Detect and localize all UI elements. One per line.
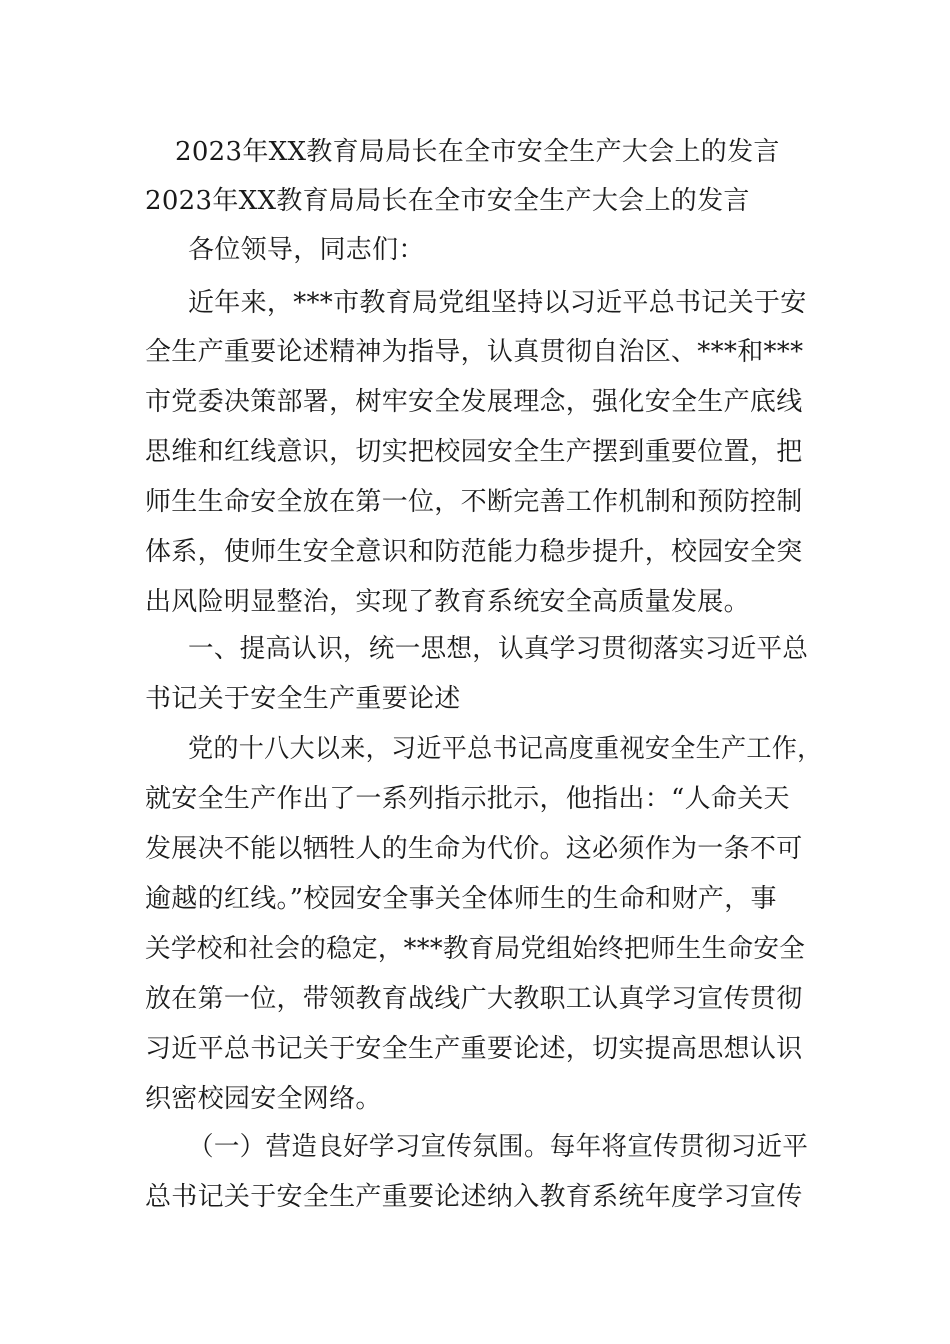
paragraph-line: 关学校和社会的稳定，***教育局党组始终把师生生命安全 bbox=[145, 934, 806, 964]
paragraph-line: 逾越的红线。”校园安全事关全体师生的生命和财产，事 bbox=[145, 884, 777, 914]
document-title: 2023年XX教育局局长在全市安全生产大会上的发言 bbox=[175, 137, 780, 167]
paragraph-line: 放在第一位，带领教育战线广大教职工认真学习宣传贯彻 bbox=[145, 984, 803, 1014]
section-heading-line: 书记关于安全生产重要论述 bbox=[145, 684, 461, 714]
paragraph-line: 思维和红线意识，切实把校园安全生产摆到重要位置，把 bbox=[145, 437, 803, 467]
subsection-line: （一）营造良好学习宣传氛围。每年将宣传贯彻习近平 bbox=[188, 1132, 809, 1162]
paragraph-line: 习近平总书记关于安全生产重要论述，切实提高思想认识 bbox=[145, 1034, 803, 1064]
paragraph-line: 师生生命安全放在第一位，不断完善工作机制和预防控制 bbox=[145, 487, 803, 517]
paragraph-line: 近年来，***市教育局党组坚持以习近平总书记关于安 bbox=[188, 288, 807, 318]
paragraph-line: 党的十八大以来，习近平总书记高度重视安全生产工作， bbox=[188, 734, 823, 764]
paragraph-line: 发展决不能以牺牲人的生命为代价。这必须作为一条不可 bbox=[145, 834, 803, 864]
paragraph-line: 出风险明显整治，实现了教育系统安全高质量发展。 bbox=[145, 587, 750, 617]
paragraph-line: 全生产重要论述精神为指导，认真贯彻自治区、***和*** bbox=[145, 337, 804, 367]
subsection-line: 总书记关于安全生产重要论述纳入教育系统年度学习宣传 bbox=[145, 1182, 803, 1212]
paragraph-line: 体系，使师生安全意识和防范能力稳步提升，校园安全突 bbox=[145, 537, 803, 567]
paragraph-line: 织密校园安全网络。 bbox=[145, 1084, 382, 1114]
section-heading-line: 一、提高认识，统一思想，认真学习贯彻落实习近平总 bbox=[188, 634, 809, 664]
document-subtitle: 2023年XX教育局局长在全市安全生产大会上的发言 bbox=[145, 186, 750, 216]
paragraph-line: 就安全生产作出了一系列指示批示，他指出：“人命关天 bbox=[145, 784, 790, 814]
salutation: 各位领导，同志们： bbox=[188, 235, 425, 265]
paragraph-line: 市党委决策部署，树牢安全发展理念，强化安全生产底线 bbox=[145, 387, 803, 417]
